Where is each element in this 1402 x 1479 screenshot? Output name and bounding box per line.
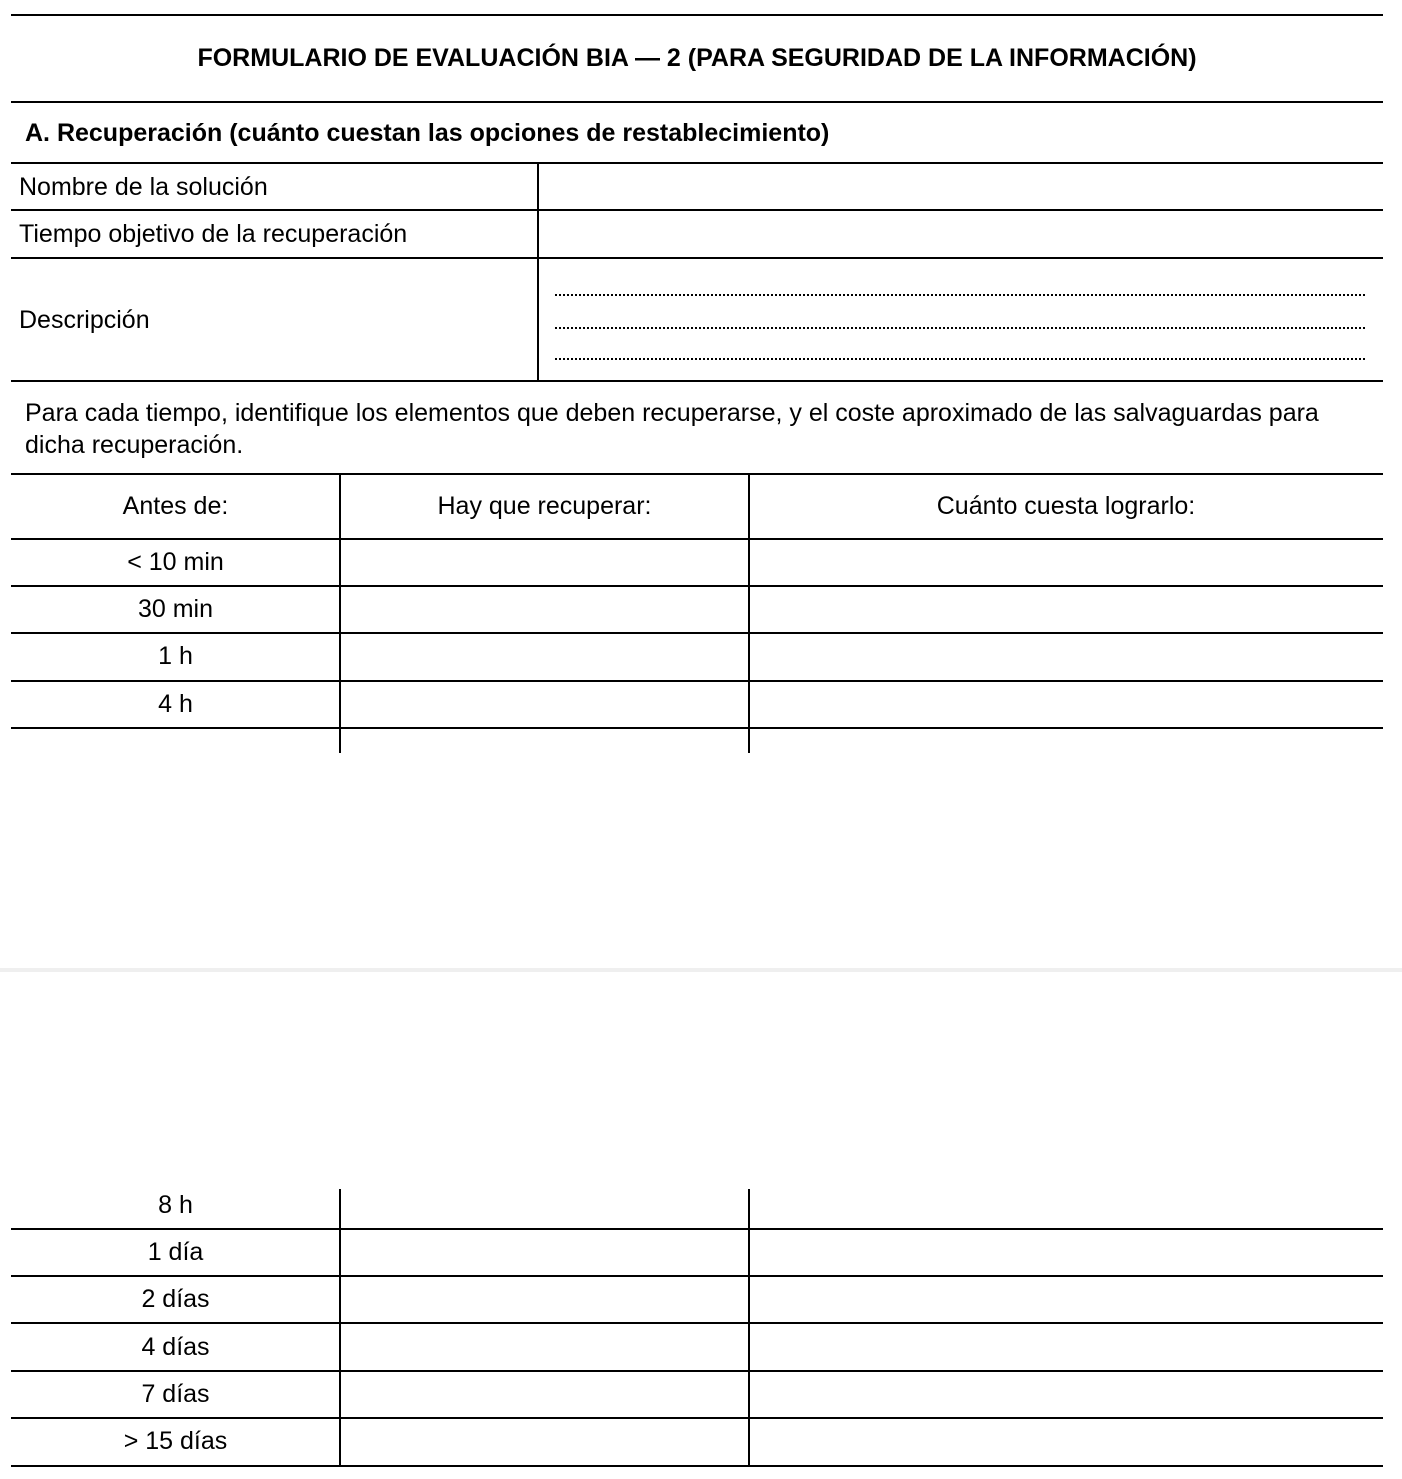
table-row-time: 4 días: [141, 1333, 210, 1361]
form-title: FORMULARIO DE EVALUACIÓN BIA — 2 (PARA SEGURIDAD DE LA INFORMACIÓN): [197, 44, 1197, 72]
table-divider-1: [339, 473, 341, 753]
fields-column-divider: [537, 162, 539, 381]
table-divider-2-page2: [748, 1189, 750, 1466]
top-rule: [11, 14, 1383, 16]
table-row-time: 8 h: [158, 1191, 193, 1219]
table-row-recover-cell[interactable]: [342, 1419, 748, 1464]
rto-field[interactable]: [540, 211, 1383, 257]
table-row-recover-cell[interactable]: [342, 682, 748, 727]
description-dotted-line-3: [555, 358, 1365, 360]
table-row-time: 30 min: [137, 595, 214, 623]
table-row-recover-cell[interactable]: [342, 587, 748, 632]
table-row-cost-cell[interactable]: [751, 1419, 1383, 1464]
table-row-time: > 15 días: [123, 1427, 228, 1455]
table-row-time: < 10 min: [127, 548, 224, 576]
solution-name-field[interactable]: [540, 164, 1383, 210]
page-break: [0, 968, 1402, 972]
table-row-cost-cell[interactable]: [751, 1372, 1383, 1417]
rto-label: Tiempo objetivo de la recuperación: [19, 220, 408, 248]
header-cost: Cuánto cuesta lograrlo:: [936, 492, 1196, 520]
table-row-cost-cell[interactable]: [751, 682, 1383, 727]
table-row-time: 7 días: [141, 1380, 210, 1408]
table-row-recover-cell[interactable]: [342, 540, 748, 585]
description-dotted-line-2: [555, 327, 1365, 329]
table-row-cost-cell[interactable]: [751, 1190, 1383, 1228]
table-row-time: 1 día: [147, 1238, 204, 1266]
solution-name-label: Nombre de la solución: [19, 173, 268, 201]
table-divider-2: [748, 473, 750, 753]
table-bottom-rule: [11, 1465, 1383, 1467]
description-label: Descripción: [19, 306, 150, 334]
table-row-time: 4 h: [158, 690, 193, 718]
table-row-time: 1 h: [158, 642, 193, 670]
row-rule: [11, 727, 1383, 729]
table-row-cost-cell[interactable]: [751, 1324, 1383, 1369]
table-row-recover-cell[interactable]: [342, 1190, 748, 1228]
description-field[interactable]: [540, 259, 1383, 379]
section-a-heading: A. Recuperación (cuánto cuestan las opciones de restablecimiento): [25, 119, 830, 147]
header-before: Antes de:: [122, 492, 229, 520]
table-row-recover-cell[interactable]: [342, 1324, 748, 1369]
table-row-recover-cell[interactable]: [342, 1230, 748, 1275]
field-rule-3: [11, 380, 1383, 382]
table-row-cost-cell[interactable]: [751, 587, 1383, 632]
description-dotted-line-1: [555, 294, 1365, 296]
table-row-cost-cell[interactable]: [751, 540, 1383, 585]
table-top-rule: [11, 473, 1383, 475]
header-recover: Hay que recuperar:: [437, 492, 652, 520]
table-row-time: 2 días: [141, 1285, 210, 1313]
table-divider-1-page2: [339, 1189, 341, 1466]
table-row-recover-cell[interactable]: [342, 634, 748, 679]
table-row-recover-cell[interactable]: [342, 1277, 748, 1322]
table-row-recover-cell[interactable]: [342, 1372, 748, 1417]
instructions-text: Para cada tiempo, identifique los elementos que deben recuperarse, y el coste aproximado de las salvaguardas para dicha recuperación.: [25, 399, 1319, 459]
table-row-cost-cell[interactable]: [751, 634, 1383, 679]
table-row-cost-cell[interactable]: [751, 1277, 1383, 1322]
title-rule: [11, 101, 1383, 103]
table-row-cost-cell[interactable]: [751, 1230, 1383, 1275]
